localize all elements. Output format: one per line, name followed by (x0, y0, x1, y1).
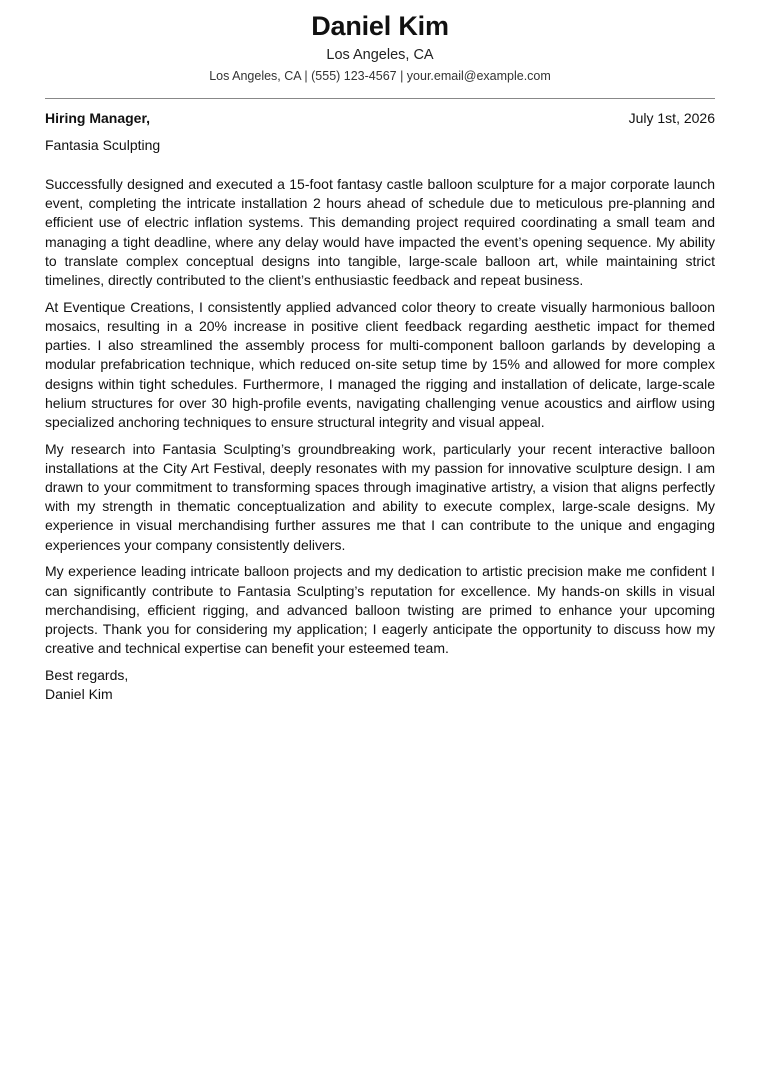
signature-name: Daniel Kim (45, 686, 113, 703)
letter-closing (45, 666, 715, 704)
body-paragraph: My research into Fantasia Sculpting’s groundbreaking work, particularly your recent interactive balloon installations at the City Art Festival, deeply resonates with my passion for innovative sculpture design. I am drawn to your commitment to transforming spaces through imaginative artistry, a vision that aligns perfectly with my strength in thematic conceptualization and ability to execute complex, large-scale designs. My experience in visual merchandising further assures me that I can contribute to the unique and engaging experiences your company consistently delivers. (45, 440, 715, 553)
body-paragraph: My experience leading intricate balloon projects and my dedication to artistic precision make me confident I can significantly contribute to Fantasia Sculpting’s reputation for excellence. My hands-on skills in visual merchandising, efficient rigging, and advanced balloon twisting are primed to enhance your upcoming projects. Thank you for considering my application; I eagerly anticipate the opportunity to discuss how my creative and technical expertise can benefit your esteemed team. (45, 563, 715, 657)
company-name: Fantasia Sculpting (45, 137, 161, 153)
body-paragraph: At Eventique Creations, I consistently applied advanced color theory to create visually harmonious balloon mosaics, resulting in a 20% increase in positive client feedback regarding aesthetic impact for themed parties. I also streamlined the assembly process for multi-component balloon garlands by developing a modular prefabrication technique, which reduced on-site setup time by 15% and allowed for more complex designs within tight schedules. Furthermore, I managed the rigging and installation of delicate, large-scale helium structures for over 30 high-profile events, navigating challenging venue acoustics and airflow using specialized anchoring techniques to ensure structural integrity and visual appeal. (45, 298, 715, 430)
header-divider (45, 98, 715, 99)
sign-off: Best regards, (45, 666, 129, 683)
cover-letter-page (45, 0, 715, 704)
letter-body (45, 175, 715, 658)
letter-date: July 1st, 2026 (628, 110, 715, 126)
applicant-location: Los Angeles, CA (326, 47, 434, 63)
body-paragraph: Successfully designed and executed a 15-foot fantasy castle balloon sculpture for a major corporate launch event, completing the intricate installation 2 hours ahead of schedule due to meticulous pre-planning and efficient use of electric inflation systems. This demanding project required coordinating a small team and managing a tight deadline, where any delay would have impacted the event’s opening sequence. My ability to translate complex conceptual designs into tangible, large-scale balloon art, while maintaining strict timelines, directly contributed to the client’s enthusiastic feedback and repeat business. (45, 176, 715, 289)
contact-line: Los Angeles, CA | (555) 123-4567 | your.email@example.com (209, 69, 551, 83)
recipient-salutation: Hiring Manager, (45, 110, 151, 126)
applicant-name: Daniel Kim (311, 11, 449, 41)
letter-header (45, 10, 715, 85)
recipient-date-row (45, 108, 715, 128)
